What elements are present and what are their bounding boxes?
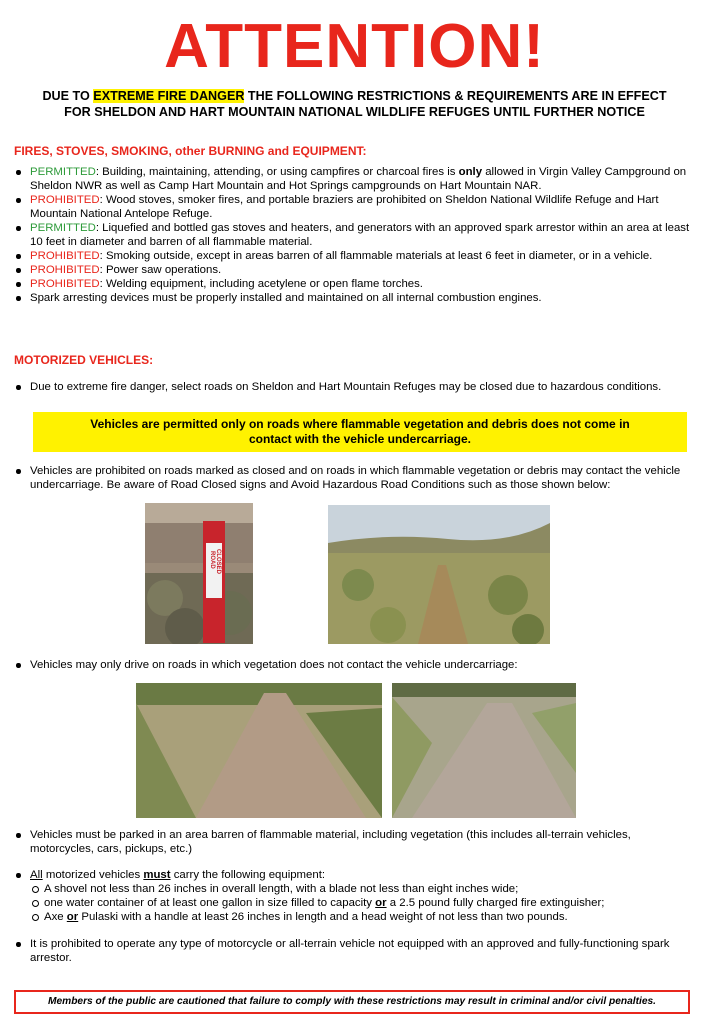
list-item: PROHIBITED: Welding equipment, including acetylene or open flame torches. bbox=[14, 277, 694, 291]
overgrown-road-photo bbox=[328, 505, 550, 644]
list-item: PROHIBITED: Wood stoves, smoker fires, and portable braziers are prohibited on Sheldon National Wildlife Refuge and Hart Mountain National Antelope Refuge. bbox=[14, 193, 694, 221]
penalty-warning-text: Members of the public are cautioned that failure to comply with these restrictions may result in criminal and/or civil penalties. bbox=[47, 996, 656, 1007]
vehicle-callout-box: Vehicles are permitted only on roads where flammable vegetation and debris does not come in contact with the vehicle undercarriage. bbox=[33, 412, 687, 452]
list-item: Vehicles must be parked in an area barren of flammable material, including vegetation (this includes all-terrain vehicles, motorcycles, cars, pickups, etc.) bbox=[14, 828, 679, 856]
extreme-fire-danger-highlight: EXTREME FIRE DANGER bbox=[93, 89, 245, 103]
list-item: Vehicles may only drive on roads in which vegetation does not contact the vehicle undercarriage: bbox=[14, 658, 694, 672]
list-item: PERMITTED: Building, maintaining, attending, or using campfires or charcoal fires is only allowed in Virgin Valley Campground on Sheldon NWR as well as Camp Hart Mountain and Hot Springs campgrounds on Hart Mountain NAR. bbox=[14, 165, 694, 193]
vehicles-list-3 bbox=[14, 658, 694, 672]
vehicles-list-1 bbox=[14, 380, 679, 394]
road-closed-sign-photo bbox=[145, 503, 253, 644]
fires-section-heading: FIRES, STOVES, SMOKING, other BURNING and EQUIPMENT: bbox=[14, 144, 367, 158]
sign-text-closed: CLOSED bbox=[215, 549, 221, 575]
list-item: Vehicles are prohibited on roads marked as closed and on roads in which flammable vegetation or debris may contact the vehicle undercarriage. Be aware of Road Closed signs and Avoid Hazardous Road Conditions such as those shown below: bbox=[14, 464, 694, 492]
equipment-item: one water container of at least one gallon in size filled to capacity or a 2.5 pound fully charged fire extinguisher; bbox=[30, 896, 694, 910]
list-item: PERMITTED: Liquefied and bottled gas stoves and heaters, and generators with an approved spark arrestor within an area at least 10 feet in diameter and barren of all flammable material. bbox=[14, 221, 694, 249]
sign-text-road: ROAD bbox=[209, 551, 215, 569]
vehicles-list-4 bbox=[14, 828, 679, 856]
page-title: ATTENTION! bbox=[164, 12, 545, 81]
equipment-sublist bbox=[30, 882, 694, 924]
fires-restrictions-list bbox=[14, 165, 694, 305]
equipment-item: A shovel not less than 26 inches in overall length, with a blade not less than eight inches wide; bbox=[30, 882, 694, 896]
list-item: All motorized vehicles must carry the following equipment: A shovel not less than 26 inches in overall length, with a blade not less than eight inches wide; one water container of at least one gallon in size filled to capacity or a 2.5 pound fully charged fire extinguisher; Axe or Pulaski with a handle at least 26 inches in length and a head weight of not less than two pounds. bbox=[14, 868, 694, 924]
vehicles-section-heading: MOTORIZED VEHICLES: bbox=[14, 353, 154, 367]
list-item: PROHIBITED: Smoking outside, except in areas barren of all flammable materials at least 6 feet in diameter, or in a vehicle. bbox=[14, 249, 694, 263]
vehicles-list-5 bbox=[14, 868, 694, 924]
list-item: Due to extreme fire danger, select roads on Sheldon and Hart Mountain Refuges may be closed due to hazardous conditions. bbox=[14, 380, 679, 394]
penalty-warning-box bbox=[14, 990, 690, 1014]
clear-road-photo-1 bbox=[136, 683, 382, 818]
list-item: PROHIBITED: Power saw operations. bbox=[14, 263, 694, 277]
clear-road-photo-2 bbox=[392, 683, 576, 818]
vehicles-list-2 bbox=[14, 464, 694, 492]
list-item: Spark arresting devices must be properly installed and maintained on all internal combustion engines. bbox=[14, 291, 694, 305]
list-item: It is prohibited to operate any type of motorcycle or all-terrain vehicle not equipped with an approved and fully-functioning spark arrestor. bbox=[14, 937, 679, 965]
vehicles-list-6 bbox=[14, 937, 679, 965]
equipment-item: Axe or Pulaski with a handle at least 26 inches in length and a head weight of not less than two pounds. bbox=[30, 910, 694, 924]
notice-subheading: DUE TO EXTREME FIRE DANGER THE FOLLOWING RESTRICTIONS & REQUIREMENTS ARE IN EFFECT FOR SHELDON AND HART MOUNTAIN NATIONAL WILDLIFE REFUGES UNTIL FURTHER NOTICE bbox=[42, 89, 667, 119]
